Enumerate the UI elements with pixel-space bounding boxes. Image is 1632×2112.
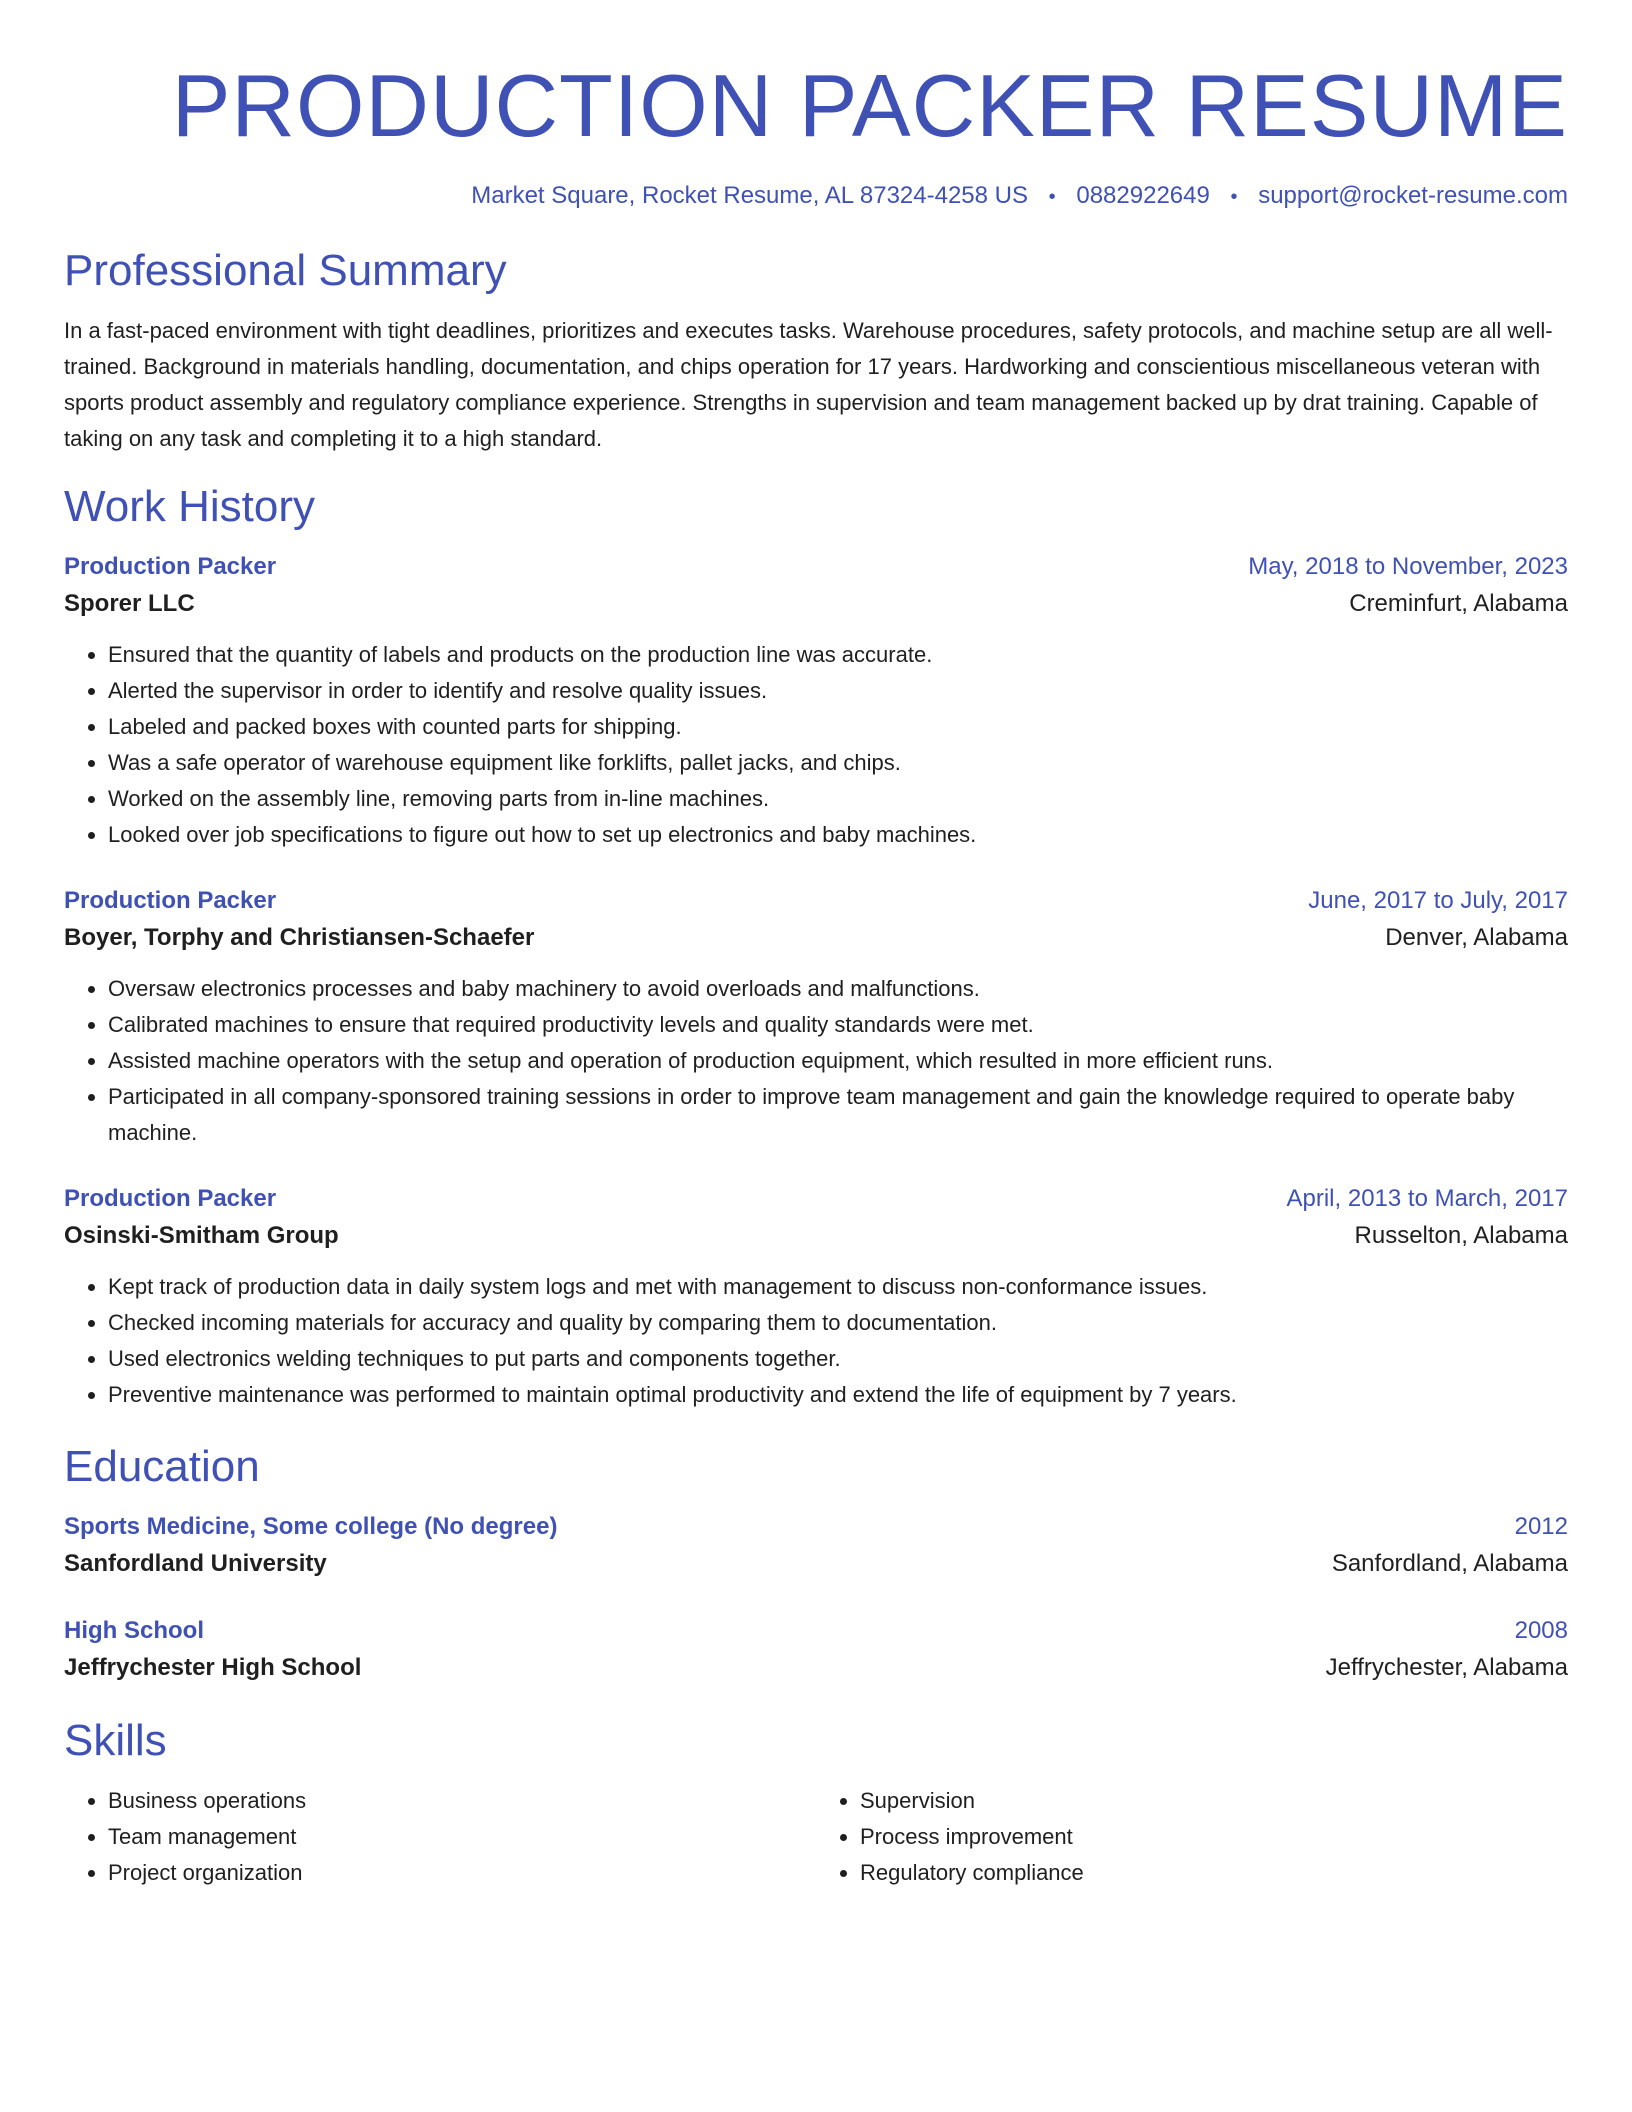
email-text: support@rocket-resume.com xyxy=(1258,182,1568,209)
summary-heading: Professional Summary xyxy=(64,245,507,295)
job-entry xyxy=(64,1181,1568,1413)
job-role-row xyxy=(64,549,1568,585)
job-company: Boyer, Torphy and Christiansen-Schaefer xyxy=(64,923,535,951)
phone-text: 0882922649 xyxy=(1076,182,1210,209)
resume-title: PRODUCTION PACKER RESUME xyxy=(171,56,1568,155)
job-dates: April, 2013 to March, 2017 xyxy=(1286,1184,1568,1212)
education-degree-row xyxy=(64,1509,1568,1545)
summary-text: In a fast-paced environment with tight deadlines, prioritizes and executes tasks. Warehouse procedures, safety protocols, and machine setup are all well-trained. Background in materials handling, documentation, and chips operation for 17 years. Hardworking and conscientious miscellaneous veteran with sports product assembly and regulatory compliance experience. Strengths in supervision and team management backed up by drat training. Capable of taking on any task and completing it to a high standard. xyxy=(64,317,1553,451)
education-school: Sanfordland University xyxy=(64,1549,327,1577)
job-company-row xyxy=(64,1217,1568,1255)
job-entry xyxy=(64,883,1568,1151)
job-bullet: • Alerted the supervisor in order to identify and resolve quality issues. xyxy=(108,673,1568,709)
job-company: Sporer LLC xyxy=(64,589,195,617)
education-degree: Sports Medicine, Some college (No degree) xyxy=(64,1512,558,1540)
skill-item: • Regulatory compliance xyxy=(860,1855,1568,1891)
separator-dot: • xyxy=(1230,185,1238,208)
job-bullet: • Oversaw electronics processes and baby machinery to avoid overloads and malfunctions. xyxy=(108,971,1568,1007)
contact-line xyxy=(64,180,1568,213)
job-role: Production Packer xyxy=(64,552,277,580)
job-company-row xyxy=(64,919,1568,957)
job-bullet: • Preventive maintenance was performed to maintain optimal productivity and extend the life of equipment by 7 years. xyxy=(108,1377,1568,1413)
education-location: Sanfordland, Alabama xyxy=(1331,1549,1568,1577)
skill-item: • Business operations xyxy=(108,1783,816,1819)
job-bullets xyxy=(64,971,1568,1151)
job-role: Production Packer xyxy=(64,886,277,914)
education-year: 2008 xyxy=(1514,1616,1568,1644)
skills-column-left xyxy=(64,1783,816,1891)
job-company: Osinski-Smitham Group xyxy=(64,1221,339,1249)
job-location: Creminfurt, Alabama xyxy=(1349,589,1568,617)
job-bullet: • Was a safe operator of warehouse equipment like forklifts, pallet jacks, and chips. xyxy=(108,745,1568,781)
education-school-row xyxy=(64,1545,1568,1583)
skills-list xyxy=(64,1783,816,1891)
skill-item: • Team management xyxy=(108,1819,816,1855)
address-text: Market Square, Rocket Resume, AL 87324-4258 US xyxy=(471,182,1028,209)
skills-column-right xyxy=(816,1783,1568,1891)
education-degree: High School xyxy=(64,1616,204,1644)
job-role: Production Packer xyxy=(64,1184,277,1212)
separator-dot: • xyxy=(1048,185,1056,208)
work-history-heading: Work History xyxy=(64,481,315,531)
education-heading: Education xyxy=(64,1441,260,1491)
job-location: Russelton, Alabama xyxy=(1354,1221,1568,1249)
job-bullet: • Looked over job specifications to figure out how to set up electronics and baby machines. xyxy=(108,817,1568,853)
job-role-row xyxy=(64,1181,1568,1217)
education-degree-row xyxy=(64,1613,1568,1649)
resume-header xyxy=(64,56,1568,213)
skills-heading: Skills xyxy=(64,1715,167,1765)
education-entry xyxy=(64,1613,1568,1687)
job-bullets xyxy=(64,637,1568,853)
job-bullet: • Kept track of production data in daily system logs and met with management to discuss non-conformance issues. xyxy=(108,1269,1568,1305)
education-location: Jeffrychester, Alabama xyxy=(1325,1653,1568,1681)
skill-item: • Process improvement xyxy=(860,1819,1568,1855)
job-entry xyxy=(64,549,1568,853)
job-company-row xyxy=(64,585,1568,623)
job-bullet: • Assisted machine operators with the setup and operation of production equipment, which resulted in more efficient runs. xyxy=(108,1043,1568,1079)
job-bullet: • Worked on the assembly line, removing parts from in-line machines. xyxy=(108,781,1568,817)
job-location: Denver, Alabama xyxy=(1385,923,1568,951)
job-dates: May, 2018 to November, 2023 xyxy=(1248,552,1568,580)
job-bullet: • Calibrated machines to ensure that required productivity levels and quality standards were met. xyxy=(108,1007,1568,1043)
education-school-row xyxy=(64,1649,1568,1687)
education-year: 2012 xyxy=(1514,1512,1568,1540)
job-bullet: • Ensured that the quantity of labels and products on the production line was accurate. xyxy=(108,637,1568,673)
education-entry xyxy=(64,1509,1568,1583)
job-bullet: • Checked incoming materials for accuracy and quality by comparing them to documentation. xyxy=(108,1305,1568,1341)
job-bullet: • Used electronics welding techniques to put parts and components together. xyxy=(108,1341,1568,1377)
skills-grid xyxy=(64,1783,1568,1891)
education-school: Jeffrychester High School xyxy=(64,1653,362,1681)
skill-item: • Project organization xyxy=(108,1855,816,1891)
job-role-row xyxy=(64,883,1568,919)
job-bullet: • Labeled and packed boxes with counted parts for shipping. xyxy=(108,709,1568,745)
job-bullet: • Participated in all company-sponsored training sessions in order to improve team management and gain the knowledge required to operate baby machine. xyxy=(108,1079,1568,1151)
job-dates: June, 2017 to July, 2017 xyxy=(1308,886,1568,914)
skills-list xyxy=(816,1783,1568,1891)
skill-item: • Supervision xyxy=(860,1783,1568,1819)
job-bullets xyxy=(64,1269,1568,1413)
